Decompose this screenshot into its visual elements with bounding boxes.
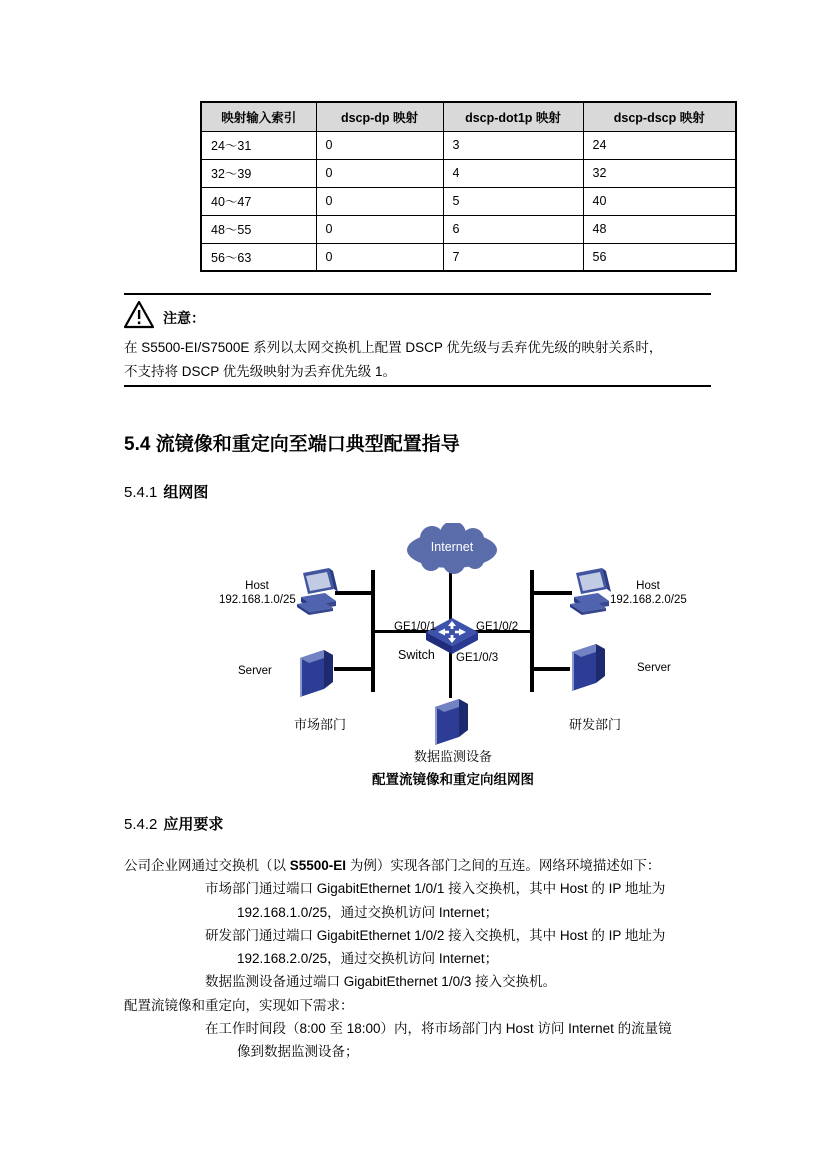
cloud-switch-link — [449, 571, 452, 623]
dscp-mapping-table — [200, 101, 737, 272]
table-row — [201, 187, 736, 215]
right-host-label — [610, 579, 686, 607]
warning-triangle-icon — [124, 301, 154, 329]
cell-dot1p: 4 — [443, 159, 583, 187]
intro-post: 为例）实现各部门之间的互连。网络环境描述如下： — [346, 858, 661, 873]
caution-header — [124, 301, 205, 329]
section-name: 组网图 — [163, 484, 209, 501]
cell-dot1p: 3 — [443, 131, 583, 159]
cell-dp: 0 — [316, 215, 443, 243]
port-ge102-label: GE1/0/2 — [476, 621, 519, 633]
cell-dp: 0 — [316, 159, 443, 187]
section-number: 5.4.1 — [124, 484, 158, 501]
section-title-5-4: 5.4 流镜像和重定向至端口典型配置指导 — [124, 434, 460, 455]
marketing-dept-label: 市场部门 — [294, 717, 347, 732]
cell-index: 48～55 — [201, 215, 316, 243]
cell-index: 56～63 — [201, 243, 316, 271]
right-server-label: Server — [637, 662, 671, 674]
host-computer-icon — [293, 566, 341, 616]
host-computer-icon — [566, 566, 614, 616]
table-row — [201, 159, 736, 187]
cell-dscp: 32 — [583, 159, 736, 187]
cell-dscp: 48 — [583, 215, 736, 243]
caution-text — [124, 336, 719, 384]
switch-label: Switch — [398, 648, 435, 662]
rd-dept-label: 研发部门 — [569, 717, 622, 732]
intro-pre: 公司企业网通过交换机（以 — [124, 858, 290, 873]
body-line: 在工作时间段（8:00 至 18:00）内，将市场部门内 Host 访问 Internet 的流量镜 — [205, 1021, 672, 1037]
right-server-link — [532, 667, 570, 671]
server-icon — [568, 640, 608, 692]
section-name: 应用要求 — [163, 816, 224, 833]
body-line: 192.168.2.0/25，通过交换机访问 Internet； — [237, 951, 499, 967]
left-server-label: Server — [238, 665, 272, 677]
left-host-label — [219, 579, 295, 607]
cell-index: 32～39 — [201, 159, 316, 187]
cell-dp: 0 — [316, 187, 443, 215]
table-row — [201, 131, 736, 159]
left-server-link — [334, 667, 373, 671]
cell-index: 24～31 — [201, 131, 316, 159]
col-header-index: 映射输入索引 — [201, 102, 316, 131]
body-line: 配置流镜像和重定向，实现如下需求： — [124, 997, 354, 1013]
internet-label: Internet — [430, 540, 474, 554]
section-title-5-4-2 — [124, 813, 223, 834]
host-name: Host — [636, 580, 660, 592]
host-name: Host — [245, 580, 269, 592]
monitor-device-icon — [430, 695, 472, 745]
caution-line: 不支持将 DSCP 优先级映射为丢弃优先级 1。 — [124, 364, 397, 379]
port-ge103-label: GE1/0/3 — [456, 652, 499, 664]
col-header-dscp-dscp: dscp-dscp 映射 — [583, 102, 736, 131]
port-ge101-label: GE1/0/1 — [394, 621, 437, 633]
host-ip: 192.168.1.0/25 — [219, 594, 296, 606]
cell-dp: 0 — [316, 243, 443, 271]
col-header-dscp-dot1p: dscp-dot1p 映射 — [443, 102, 583, 131]
body-line: 市场部门通过端口 GigabitEthernet 1/0/1 接入交换机，其中 Host 的 IP 地址为 — [205, 881, 666, 897]
body-line: 像到数据监测设备； — [237, 1044, 359, 1060]
table-row — [201, 243, 736, 271]
col-header-dscp-dp: dscp-dp 映射 — [316, 102, 443, 131]
server-icon — [296, 646, 336, 698]
caution-label: 注意： — [163, 310, 205, 326]
table-row — [201, 215, 736, 243]
cell-index: 40～47 — [201, 187, 316, 215]
body-line: 数据监测设备通过端口 GigabitEthernet 1/0/3 接入交换机。 — [205, 974, 557, 990]
cell-dot1p: 6 — [443, 215, 583, 243]
intro-model: S5500-EI — [289, 858, 347, 873]
cell-dot1p: 5 — [443, 187, 583, 215]
caution-line: 在 S5500-EI/S7500E 系列以太网交换机上配置 DSCP 优先级与丢弃优先级的映射关系时， — [124, 340, 663, 355]
cell-dscp: 24 — [583, 131, 736, 159]
internet-cloud — [405, 523, 499, 575]
cell-dp: 0 — [316, 131, 443, 159]
cell-dscp: 56 — [583, 243, 736, 271]
table-header-row — [201, 102, 736, 131]
section-title-5-4-1 — [124, 481, 208, 502]
section-number: 5.4.2 — [124, 816, 158, 833]
cell-dscp: 40 — [583, 187, 736, 215]
monitor-device-label: 数据监测设备 — [413, 749, 493, 764]
host-ip: 192.168.2.0/25 — [610, 594, 687, 606]
caution-top-divider — [124, 293, 711, 295]
body-line: 192.168.1.0/25，通过交换机访问 Internet； — [237, 904, 499, 920]
cell-dot1p: 7 — [443, 243, 583, 271]
requirements-text — [124, 854, 724, 1064]
caution-bottom-divider — [124, 385, 711, 387]
intro-line — [124, 854, 724, 877]
diagram-caption: 配置流镜像和重定向组网图 — [372, 772, 534, 787]
body-line: 研发部门通过端口 GigabitEthernet 1/0/2 接入交换机，其中 Host 的 IP 地址为 — [205, 927, 666, 943]
